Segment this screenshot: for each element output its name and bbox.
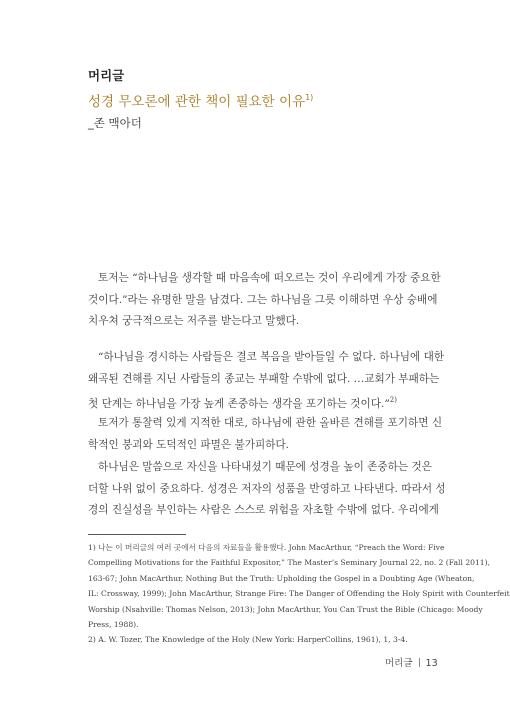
paragraph-3 — [88, 413, 443, 456]
footnote-line: Compelling Motivations for the Faithful Expositor,” The Master’s Seminary Journal 22, no. 2 (Fall 2011), — [88, 558, 491, 568]
paragraph-line: 하나님은 말씀으로 자신을 나타내셨기 때문에 성경을 높이 존중하는 것은 — [98, 461, 432, 473]
paragraph-1 — [88, 268, 441, 333]
paragraph-line: 학적인 붕괴와 도덕적인 파멸은 불가피하다. — [88, 438, 290, 451]
running-head-label: 머리글 — [385, 658, 413, 669]
footnote-1 — [88, 540, 510, 632]
footnote-line: 2) A. W. Tozer, The Knowledge of the Holy (New York: HarperCollins, 1961), 1, 3-4. — [88, 635, 408, 644]
paragraph-line: 토저가 통찰력 있게 지적한 대로, 하나님에 관한 올바른 견해를 포기하면 신 — [98, 417, 443, 429]
running-head-separator — [419, 658, 420, 667]
paragraph-line: 토저는 “하나님을 생각할 때 마음속에 떠오르는 것이 우리에게 가장 중요한 — [98, 272, 441, 284]
paragraph-line: 더할 나위 없이 중요하다. 성경은 저자의 성품을 반영하고 나타낸다. 따라서 성 — [88, 482, 446, 495]
paragraph-line: 왜곡된 견해를 지닌 사람들의 종교는 부패할 수밖에 없다. …교회가 부패하는 — [88, 372, 440, 385]
footnote-2 — [88, 632, 440, 647]
paragraph-line — [88, 390, 438, 416]
section-label: 머리글 — [88, 68, 125, 83]
footnote-line: Worship (Nsahville: Thomas Nelson, 2013); John MacArthur, You Can Trust the Bible (Chicago: Moody — [88, 604, 483, 614]
author-line: _존 맥아더 — [88, 116, 142, 130]
paragraph-line: 경의 진실성을 부인하는 사람은 스스로 위험을 자초할 수밖에 없다. 우리에게 — [88, 504, 439, 517]
paragraph-4 — [88, 457, 446, 522]
footnote-divider — [88, 534, 186, 535]
footnote-ref-1: 1) — [305, 93, 314, 102]
paragraph-2 — [88, 347, 445, 416]
running-head — [385, 655, 438, 669]
footnote-line: Press, 1988). — [88, 620, 139, 630]
chapter-title — [88, 90, 313, 110]
paragraph-line: 치우쳐 궁극적으로는 저주를 받는다고 말했다. — [88, 315, 300, 328]
paragraph-line: “하나님을 경시하는 사람들은 결코 복음을 받아들일 수 없다. 하나님에 대한 — [98, 351, 445, 363]
footnote-line: 163-67; John MacArthur, Nothing But the Truth: Upholding the Gospel in a Doubting Age (Wheaton, — [88, 573, 475, 583]
footnote-ref-2: 2) — [389, 396, 397, 405]
paragraph-line-text: 첫 단계는 하나님을 가장 높게 존중하는 생각을 포기하는 것이다.” — [88, 398, 390, 411]
page-number: 13 — [425, 658, 438, 669]
chapter-title-text: 성경 무오론에 관한 책이 필요한 이유 — [88, 94, 306, 110]
footnote-line: IL: Crossway, 1999); John MacArthur, Strange Fire: The Danger of Offending the Holy Spirit with Counterfeit — [88, 589, 510, 599]
footnote-line: 1) 나는 이 머리글의 여러 곳에서 다음의 자료들을 활용했다. John MacArthur, “Preach the Word: Five — [88, 543, 445, 552]
paragraph-line: 것이다.”라는 유명한 말을 남겼다. 그는 하나님을 그릇 이해하면 우상 숭배에 — [88, 293, 438, 306]
